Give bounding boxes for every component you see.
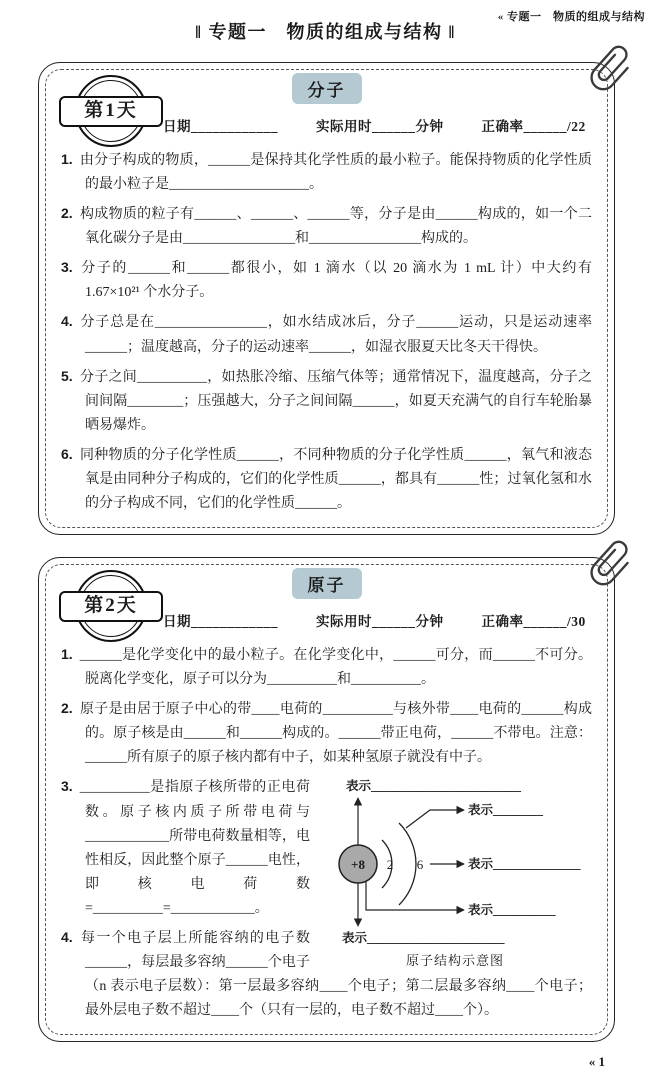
- date-field: 日期____________: [163, 119, 278, 134]
- page-header: [0, 0, 651, 46]
- day2-question-list: [61, 642, 592, 1027]
- question-text: 分子的______和______都很小，如 1 滴水（以 20 滴水为 1 mL 计）中大约有 1.67×10²¹ 个水分子。: [79, 261, 592, 301]
- page-title: ‖ 专题一 物质的组成与结构 ‖: [195, 22, 456, 42]
- score-field: 正确率______/30: [481, 614, 586, 630]
- question-number: 4.: [61, 313, 73, 330]
- day1-topic-tab: 分子: [292, 73, 362, 104]
- nucleus-charge: +8: [351, 857, 365, 873]
- diagram-caption: 原子结构示意图: [405, 953, 504, 969]
- question: [61, 147, 592, 197]
- question-text: 构成物质的粒子有______、______、______等，分子是由______构成的，如一个二氧化碳分子是由________________和________________构成的。: [79, 207, 592, 247]
- day1-badge: [75, 75, 147, 147]
- arrow-to-upper-right-label: [406, 810, 464, 828]
- day2-badge: [75, 570, 147, 642]
- day2-card-header: [61, 558, 592, 634]
- page-number: « 1: [588, 1054, 605, 1070]
- diagram-label-bottom: 表示______________________: [342, 931, 505, 946]
- question-number: 1.: [61, 646, 73, 663]
- question: [61, 255, 592, 305]
- question-text: 分子总是在________________，如水结成冰后，分子______运动，只是运动速率______；温度越高，分子的运动速率______，如湿衣服夏天比冬天干得快。: [79, 315, 592, 355]
- question: [61, 364, 592, 438]
- question: [61, 309, 592, 359]
- diagram-label-middle-right: 表示______________: [468, 857, 581, 872]
- date-field: 日期____________: [163, 614, 278, 630]
- time-field: 实际用时______分钟: [316, 119, 444, 134]
- question-number: 4.: [61, 928, 73, 945]
- question-number: 2.: [61, 700, 73, 717]
- electron-shell-2-arc: [399, 823, 416, 905]
- question-number: 2.: [61, 205, 73, 222]
- day1-badge-label: 第1天: [59, 96, 163, 127]
- atom-diagram-figure: [318, 776, 592, 950]
- shell2-electron-count: 6: [416, 857, 424, 873]
- time-field: 实际用时______分钟: [316, 614, 444, 630]
- arrow-to-lower-right-label: [366, 880, 464, 910]
- day1-card-header: [61, 63, 592, 139]
- score-field: 正确率______/22: [481, 119, 586, 134]
- day2-topic-tab: 原子: [292, 568, 362, 599]
- day1-question-list: [61, 147, 592, 516]
- question-number: 3.: [61, 259, 73, 276]
- corner-note: « 专题一 物质的组成与结构: [497, 11, 645, 23]
- question: [61, 201, 592, 251]
- atom-structure-diagram: [318, 776, 592, 969]
- question-text: 每一个电子层上所能容纳的电子数______，每层最多容纳______个电子（n 表示电子层数）：第一层最多容纳____个电子；第二层最多容纳____个电子；最外层电子数不超过____个（只有一层的，电子数不超过____个）。: [79, 930, 592, 1019]
- question-number: 5.: [61, 367, 73, 384]
- question-text: 分子之间__________，如热胀冷缩、压缩气体等；通常情况下，温度越高，分子之间间隔________；压强越大，分子之间间隔______，如夏天充满气的自行车轮胎暴晒易爆炸。: [79, 369, 592, 433]
- question-text: 同种物质的分子化学性质______，不同种物质的分子化学性质______，氧气和液态氧是由同种分子构成的，它们的化学性质______，都具有______性；过氧化氢和水的分子构成不同，它们的化学性质______。: [79, 447, 592, 512]
- day2-card: [38, 557, 615, 1042]
- question: [61, 442, 592, 516]
- question-number: 6.: [61, 445, 73, 462]
- day1-card: [38, 62, 615, 535]
- question: [61, 642, 592, 692]
- diagram-label-lower-right: 表示__________: [468, 903, 556, 918]
- question: [61, 696, 592, 770]
- shell1-electron-count: 2: [386, 857, 394, 873]
- diagram-label-upper-right: 表示________: [468, 803, 544, 818]
- question-text: 原子是由居于原子中心的带____电荷的__________与核外带____电荷的______构成的。原子核是由______和______构成的。______带正电荷，______不带电。注意：______所有原子的原子核内都有中子，如某种氢原子就没有中子。: [79, 702, 592, 766]
- question-text: 由分子构成的物质，______是保持其化学性质的最小粒子。能保持物质的化学性质的最小粒子是____________________。: [79, 153, 592, 193]
- question-number: 1.: [61, 151, 73, 167]
- diagram-label-top: 表示________________________: [346, 779, 522, 794]
- question-number: 3.: [61, 778, 73, 795]
- day2-badge-label: 第2天: [59, 591, 163, 622]
- question-text: __________是指原子核所带的正电荷数。原子核内质子所带电荷与____________所带电荷数量相等，电性相反，因此整个原子______电性，即核电荷数=__________=____________。: [79, 780, 310, 916]
- question-text: ______是化学变化中的最小粒子。在化学变化中，______可分，而______不可分。脱离化学变化，原子可以分为__________和__________。: [79, 648, 592, 688]
